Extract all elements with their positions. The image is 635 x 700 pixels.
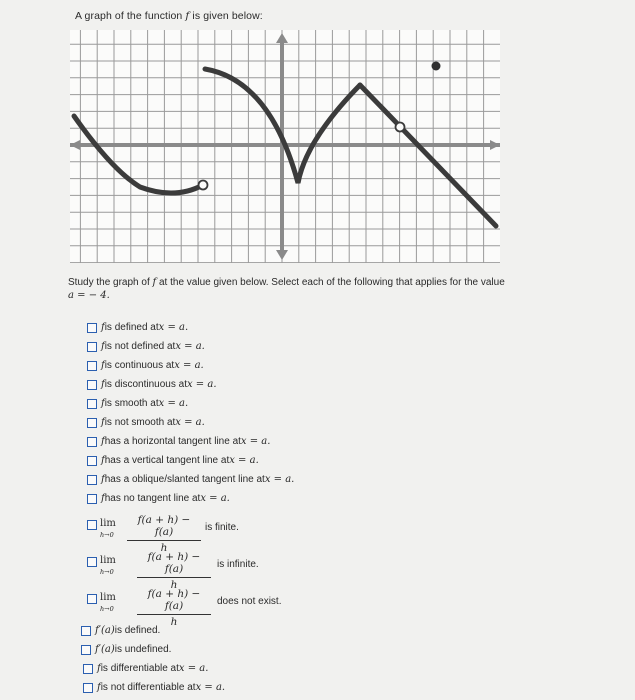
- option-math: x = a.: [158, 398, 189, 409]
- checkbox[interactable]: [87, 456, 97, 466]
- option-f: f: [97, 682, 101, 693]
- option-f: f: [101, 360, 105, 371]
- numerator: f(a + h) − f(a): [127, 514, 201, 541]
- denominator: h: [170, 616, 178, 628]
- option-derivative-undefined[interactable]: [81, 644, 171, 655]
- function-graph: [70, 30, 500, 263]
- option-text: is defined.: [114, 625, 161, 636]
- difference-quotient: [127, 514, 201, 554]
- intro-suffix: is given below:: [189, 10, 263, 22]
- checkbox[interactable]: [87, 361, 97, 371]
- checkbox[interactable]: [87, 557, 97, 567]
- checkbox[interactable]: [87, 323, 97, 333]
- checkbox[interactable]: [87, 380, 97, 390]
- intro-prefix: A graph of the function: [75, 10, 186, 22]
- option-math: x = a.: [178, 663, 209, 674]
- study-value: a = − 4.: [68, 290, 110, 301]
- option-math: x = a.: [158, 322, 189, 333]
- numerator: f(a + h) − f(a): [137, 588, 211, 615]
- option-defined[interactable]: [87, 322, 188, 333]
- checkbox[interactable]: [87, 437, 97, 447]
- option-math: x = a.: [229, 455, 259, 466]
- checkbox[interactable]: [81, 645, 91, 655]
- intro-text: [75, 10, 263, 22]
- difference-quotient: [137, 551, 211, 591]
- option-text: is undefined.: [114, 644, 172, 655]
- option-text: has a vertical tangent line at: [104, 455, 230, 466]
- option-limit-infinite[interactable]: [87, 551, 387, 591]
- checkbox[interactable]: [81, 626, 91, 636]
- open-point-right: [396, 123, 405, 132]
- study-instructions: [68, 276, 548, 302]
- option-f: f: [101, 398, 105, 409]
- closed-point: [432, 62, 441, 71]
- lim-subscript: h→0: [100, 605, 114, 613]
- option-text: has a horizontal tangent line at: [104, 436, 241, 447]
- option-text: has a oblique/slanted tangent line at: [104, 474, 265, 485]
- option-math: x = a.: [264, 474, 295, 485]
- option-text: has no tangent line at: [104, 493, 201, 504]
- option-not-defined[interactable]: [87, 341, 205, 352]
- denominator: h: [170, 579, 178, 591]
- option-smooth[interactable]: [87, 398, 188, 409]
- lim-word: lim: [100, 592, 116, 603]
- option-math: x = a.: [175, 341, 205, 352]
- option-differentiable[interactable]: [83, 663, 208, 674]
- option-derivative-defined[interactable]: [81, 625, 160, 636]
- option-continuous[interactable]: [87, 360, 204, 371]
- checkbox[interactable]: [87, 418, 97, 428]
- option-math: x = a.: [195, 682, 226, 693]
- option-text: is not differentiable at: [100, 682, 196, 693]
- option-limit-dne[interactable]: [87, 588, 387, 628]
- numerator: f(a + h) − f(a): [137, 551, 211, 578]
- option-not-smooth[interactable]: [87, 417, 205, 428]
- option-f: f: [101, 474, 105, 485]
- checkbox[interactable]: [87, 594, 97, 604]
- checkbox[interactable]: [83, 664, 93, 674]
- option-f: f: [101, 417, 105, 428]
- option-math: x = a.: [200, 493, 230, 504]
- option-text: is defined at: [104, 322, 159, 333]
- difference-quotient: [137, 588, 211, 628]
- lim-subscript: h→0: [100, 568, 114, 576]
- lim-subscript: h→0: [100, 531, 114, 539]
- study-text-b: at the value given below. Select each of the following that applies for the value: [156, 277, 505, 288]
- study-text-a: Study the graph of: [68, 277, 153, 288]
- checkbox[interactable]: [83, 683, 93, 693]
- option-f: f′(a): [95, 625, 115, 636]
- lim-word: lim: [100, 518, 116, 529]
- option-discontinuous[interactable]: [87, 379, 217, 390]
- checkbox[interactable]: [87, 494, 97, 504]
- study-fname: f: [152, 277, 157, 288]
- option-text: is smooth at: [104, 398, 159, 409]
- checkbox[interactable]: [87, 520, 97, 530]
- option-f: f′(a): [95, 644, 115, 655]
- option-no-tangent[interactable]: [87, 493, 230, 504]
- option-f: f: [101, 341, 105, 352]
- lim-word: lim: [100, 555, 116, 566]
- checkbox[interactable]: [87, 342, 97, 352]
- option-text: is continuous at: [104, 360, 175, 371]
- option-f: f: [101, 322, 105, 333]
- option-f: f: [101, 379, 105, 390]
- open-point-left: [199, 181, 208, 190]
- option-text: is not smooth at: [104, 417, 176, 428]
- checkbox[interactable]: [87, 399, 97, 409]
- limit-condition: is finite.: [205, 522, 239, 533]
- option-math: x = a.: [186, 379, 217, 390]
- option-f: f: [101, 493, 105, 504]
- option-math: x = a.: [175, 417, 205, 428]
- option-vertical-tangent[interactable]: [87, 455, 259, 466]
- denominator: h: [160, 542, 168, 554]
- option-text: is discontinuous at: [104, 379, 187, 390]
- limit-condition: is infinite.: [217, 559, 259, 570]
- option-f: f: [101, 436, 105, 447]
- option-not-differentiable[interactable]: [83, 682, 225, 693]
- graph-svg: [70, 30, 500, 263]
- option-horizontal-tangent[interactable]: [87, 436, 270, 447]
- limit-condition: does not exist.: [217, 596, 282, 607]
- option-f: f: [101, 455, 105, 466]
- intro-fname: f: [185, 10, 190, 22]
- checkbox[interactable]: [87, 475, 97, 485]
- option-math: x = a.: [240, 436, 271, 447]
- option-math: x = a.: [174, 360, 204, 371]
- option-f: f: [97, 663, 101, 674]
- option-limit-finite[interactable]: [87, 514, 387, 554]
- option-text: is not defined at: [104, 341, 176, 352]
- option-text: is differentiable at: [100, 663, 179, 674]
- option-oblique-tangent[interactable]: [87, 474, 294, 485]
